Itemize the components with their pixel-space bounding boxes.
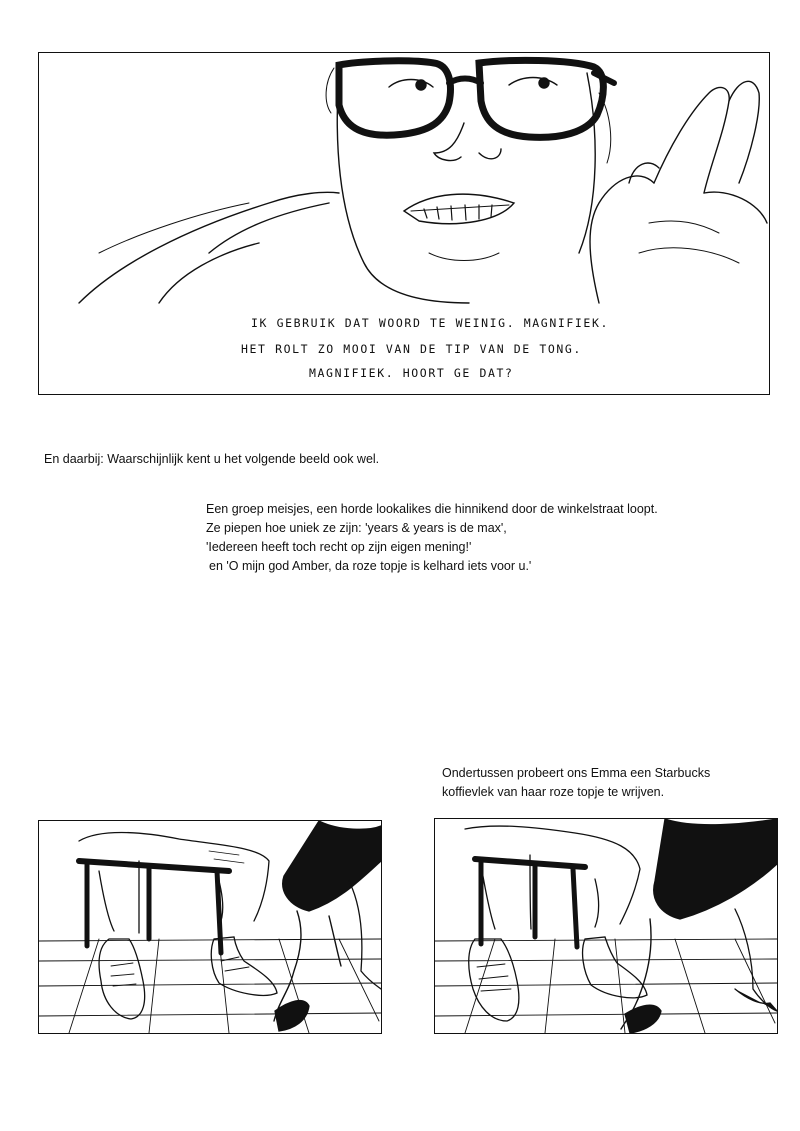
face-illustration [39,53,769,305]
top-caption-box [38,304,770,395]
caption-line-2: HET ROLT ZO MOOI VAN DE TIP VAN DE TONG. [241,342,582,356]
caption-line-1: IK GEBRUIK DAT WOORD TE WEINIG. MAGNIFIEK. [251,316,609,330]
top-comic-panel [38,52,770,306]
narration-lower [442,764,710,802]
narration-line: 'Iedereen heeft toch recht op zijn eigen mening!' [206,540,472,554]
narration-block [206,500,658,576]
narration-line: en 'O mijn god Amber, da roze topje is kelhard iets voor u.' [209,559,532,573]
caption-line-3: MAGNIFIEK. HOORT GE DAT? [309,366,514,380]
legs-illustration-right [435,819,777,1033]
narration-intro: En daarbij: Waarschijnlijk kent u het volgende beeld ook wel. [44,452,380,466]
narration-line: Ondertussen probeert ons Emma een Starbucks [442,766,711,780]
narration-line: Ze piepen hoe uniek ze zijn: 'years & years is de max', [206,521,507,535]
legs-illustration-left [39,821,381,1033]
bottom-right-comic-panel [434,818,778,1034]
bottom-left-comic-panel [38,820,382,1034]
narration-line: koffievlek van haar roze topje te wrijven. [442,785,665,799]
narration-line: Een groep meisjes, een horde lookalikes die hinnikend door de winkelstraat loopt. [206,502,658,516]
